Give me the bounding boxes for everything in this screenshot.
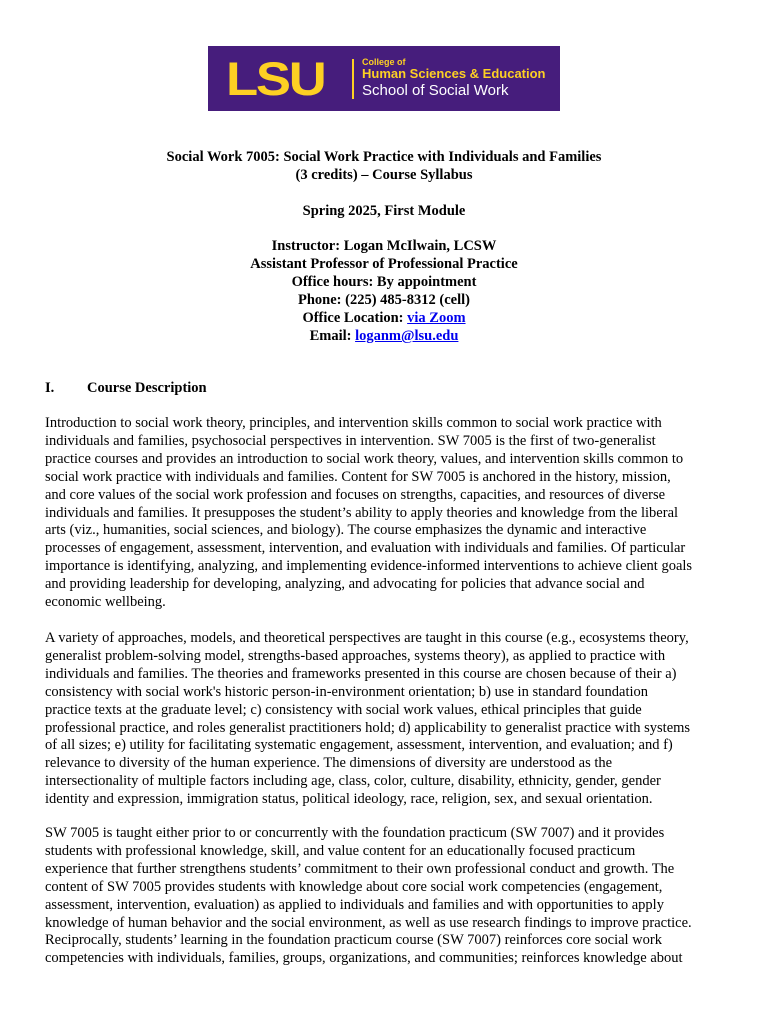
course-title: Social Work 7005: Social Work Practice with Individuals and Families	[166, 149, 602, 165]
paragraph-line: practice texts at the graduate level; c) consistency with social work values, ethical principles that guide	[45, 701, 642, 718]
office-location	[0, 309, 768, 327]
paragraph-line: individuals and families. The theories and frameworks presented in this course are chosen because of their a)	[45, 665, 677, 682]
lsu-logo: LSU	[226, 52, 325, 105]
term-block	[0, 202, 768, 220]
section-title: Course Description	[87, 380, 207, 396]
college-label: College of	[362, 56, 406, 67]
section-number: I.	[45, 380, 55, 396]
banner-college-block	[362, 57, 546, 100]
course-title-block	[0, 148, 768, 184]
instructor-position: Assistant Professor of Professional Practice	[250, 256, 518, 272]
description-paragraph-1	[45, 415, 725, 612]
paragraph-line: consistency with social work's historic person-in-environment orientation; b) use in standard foundation	[45, 683, 649, 700]
paragraph-line: arts (viz., humanities, social sciences, and biology). The course emphasizes the dynamic and interactive	[45, 522, 647, 539]
paragraph-line: and providing leadership for developing, analyzing, and advocating for policies that advance social and	[45, 576, 645, 593]
paragraph-line: practice courses and provides an introduction to social work theory, values, and intervention skills common to	[45, 450, 684, 467]
paragraph-line: Reciprocally, students’ learning in the foundation practicum course (SW 7007) reinforces core social work	[45, 932, 662, 949]
paragraph-line: and core values of the social work profession and focuses on strengths, capacities, and resources of diverse	[45, 486, 666, 503]
paragraph-line: SW 7005 is taught either prior to or concurrently with the foundation practicum (SW 7007) and it provides	[45, 825, 665, 841]
instructor-email	[0, 327, 768, 345]
banner-divider	[352, 59, 354, 99]
lsu-banner-logo	[208, 46, 560, 111]
paragraph-line: social work practice with individuals and families. Content for SW 7005 is anchored in the history, mission,	[45, 468, 671, 485]
email-label: Email:	[309, 328, 352, 344]
paragraph-line: students with professional knowledge, skill, and value content for an educationally focused practicum	[45, 842, 636, 859]
section-heading	[45, 379, 207, 397]
email-link[interactable]: loganm@lsu.edu	[355, 328, 459, 344]
paragraph-line: competencies with individuals, families, groups, organizations, and communities; reinforces knowledge about	[45, 950, 683, 967]
paragraph-line: experience that further strengthens students’ commitment to their own professional conduct and growth. The	[45, 860, 675, 877]
office-location-label: Office Location:	[302, 310, 404, 326]
paragraph-line: knowledge of human behavior and the social environment, as well as use research findings to improve practice.	[45, 914, 692, 931]
description-paragraph-2	[45, 630, 725, 809]
paragraph-line: relevance to diversity of the human experience. The dimensions of diversity are understood as the	[45, 755, 613, 772]
paragraph-line: generalist problem-solving model, strengths-based approaches, systems theory), as applied to practice with	[45, 647, 666, 664]
college-name: Human Sciences & Education	[362, 65, 546, 81]
paragraph-line: economic wellbeing.	[45, 594, 166, 611]
paragraph-line: of all sizes; e) utility for facilitating systematic engagement, assessment, intervention, and evaluation; and f)	[45, 737, 673, 754]
instructor-name: Instructor: Logan McIlwain, LCSW	[271, 238, 497, 254]
paragraph-line: professional practice, and roles generalist practitioners hold; d) applicability to generalist practice with systems	[45, 719, 691, 736]
paragraph-line: A variety of approaches, models, and theoretical perspectives are taught in this course (e.g., ecosystems theory,	[45, 630, 689, 646]
paragraph-line: processes of engagement, assessment, intervention, and evaluation with individuals and families. Of particular	[45, 540, 686, 557]
paragraph-line: individuals and families. It presupposes the student’s ability to apply theories and knowledge from the liberal	[45, 504, 679, 521]
course-term: Spring 2025, First Module	[302, 203, 466, 219]
paragraph-line: identity and expression, immigration status, political ideology, race, religion, sex, and sexual orientation.	[45, 791, 653, 808]
description-paragraph-3	[45, 825, 725, 968]
course-credits: (3 credits) – Course Syllabus	[295, 167, 473, 183]
paragraph-line: individuals and families, psychosocial perspectives in intervention. SW 7005 is the first of two-generalist	[45, 432, 656, 449]
paragraph-line: Introduction to social work theory, principles, and intervention skills common to social work practice with	[45, 415, 662, 431]
instructor-phone: Phone: (225) 485-8312 (cell)	[298, 292, 470, 308]
paragraph-line: intersectionality of multiple factors including age, class, color, culture, disability, ethnicity, gender, gender	[45, 773, 661, 790]
paragraph-line: importance is identifying, analyzing, and implementing evidence-informed interventions to achieve client goals	[45, 558, 693, 575]
office-location-link[interactable]: via Zoom	[407, 310, 466, 326]
instructor-block	[0, 237, 768, 345]
paragraph-line: content of SW 7005 provides students with knowledge about core social work competencies (engagement,	[45, 878, 663, 895]
school-name: School of Social Work	[362, 82, 509, 100]
paragraph-line: assessment, intervention, evaluation) as applied to individuals and families and with opportunities to apply	[45, 896, 664, 913]
office-hours: Office hours: By appointment	[291, 274, 477, 290]
